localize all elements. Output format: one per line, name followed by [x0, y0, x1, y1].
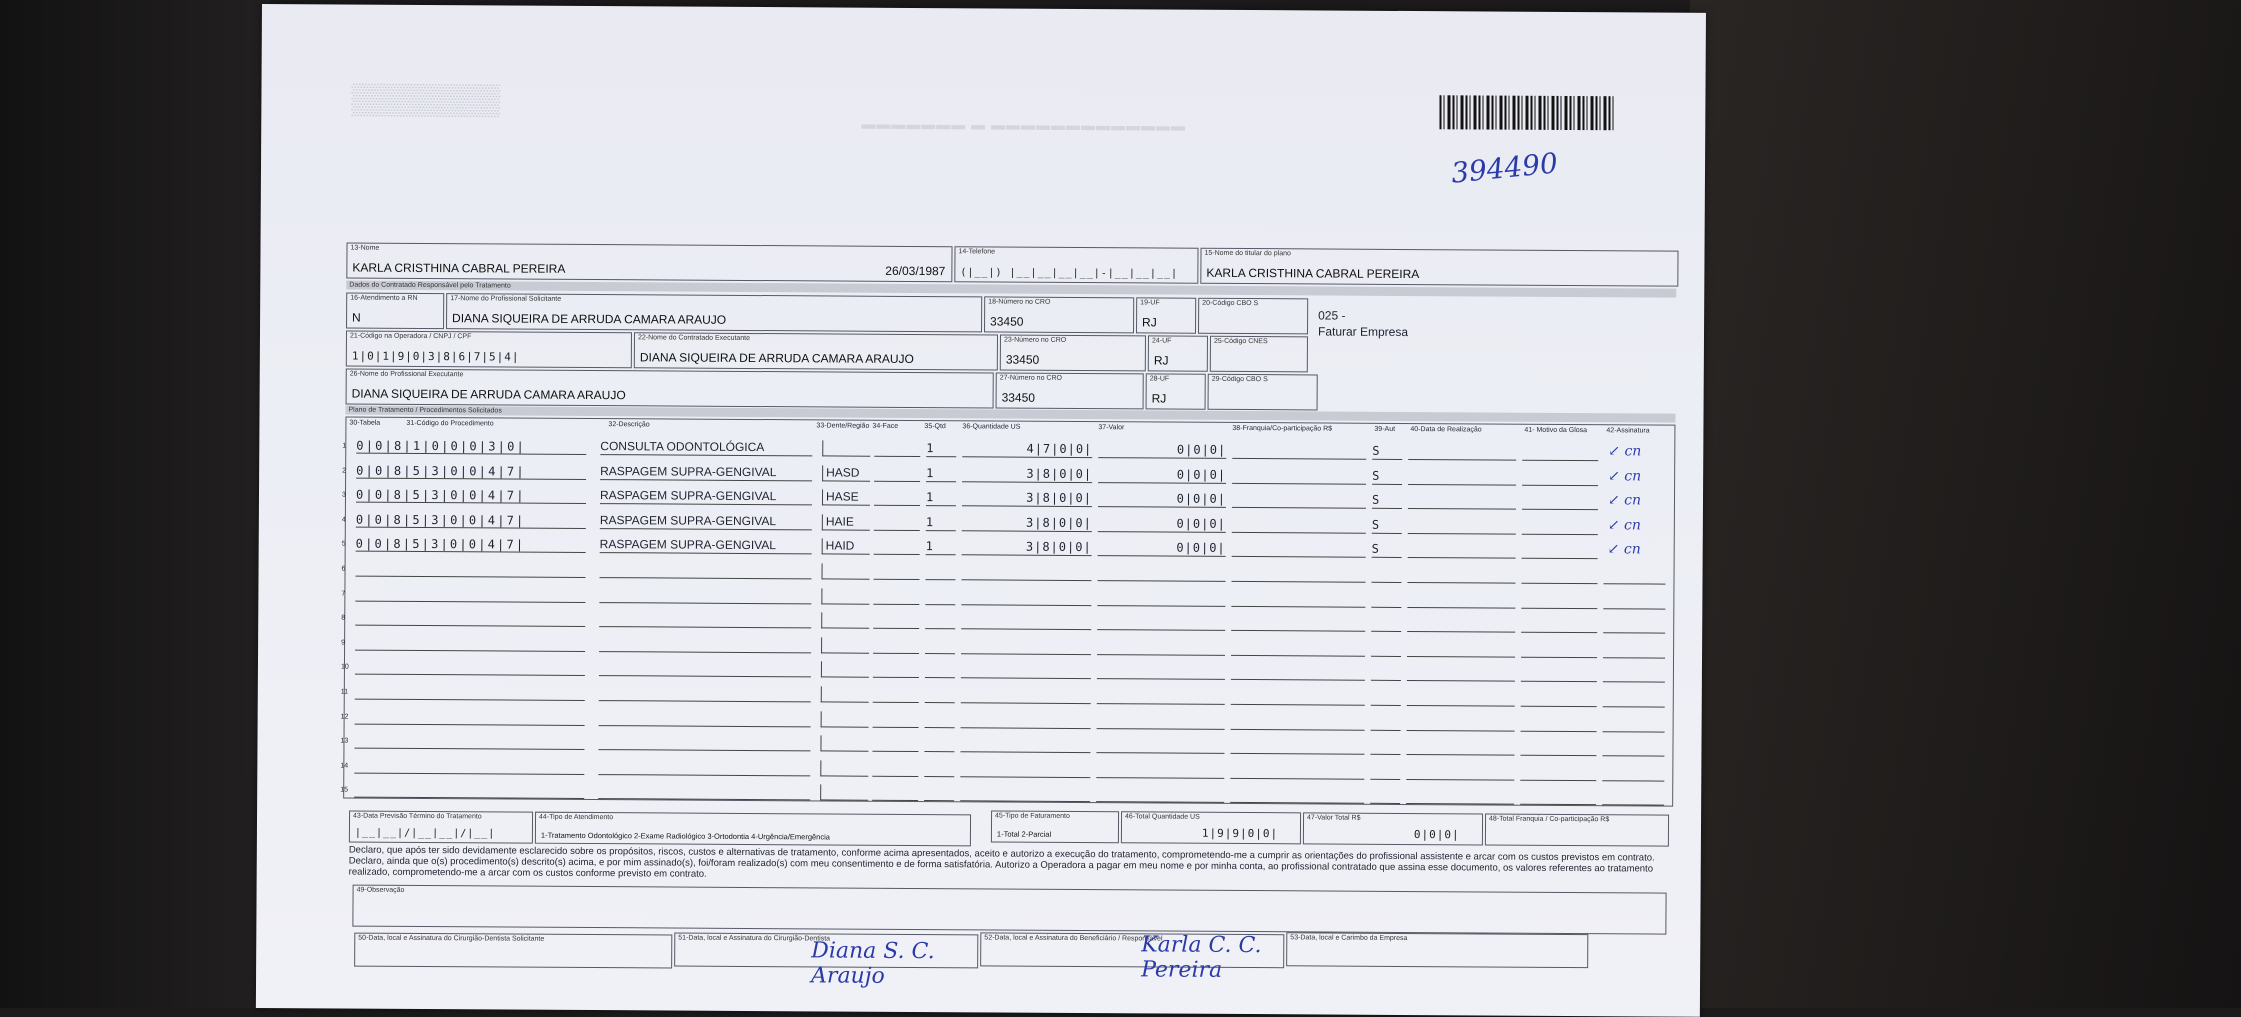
procedure-aut[interactable]: S	[1372, 542, 1402, 558]
procedure-valor[interactable]	[1097, 565, 1225, 582]
uf-executante-label: 28-UF	[1149, 375, 1170, 383]
uf-solicitante-label: 19-UF	[1140, 299, 1160, 307]
procedure-qtd[interactable]	[925, 662, 955, 678]
procedure-assinatura[interactable]	[1602, 765, 1664, 781]
col-assinatura: 42-Assinatura	[1606, 427, 1650, 435]
valor-total-label: 47-Valor Total R$	[1307, 814, 1361, 822]
procedure-face[interactable]	[873, 711, 919, 727]
procedure-data[interactable]	[1406, 764, 1514, 781]
col-glosa: 41- Motivo da Glosa	[1524, 426, 1588, 435]
col-valor: 37-Valor	[1098, 424, 1125, 432]
field-observacao[interactable]	[352, 885, 1666, 935]
procedure-data[interactable]	[1406, 788, 1514, 805]
procedure-data[interactable]	[1407, 641, 1515, 658]
rn-label: 16-Atendimento a RN	[350, 294, 418, 302]
col-descricao: 32-Descrição	[608, 421, 650, 429]
procedure-valor[interactable]	[1097, 639, 1225, 656]
row-number: 14	[340, 762, 349, 770]
col-codigo: 31-Código do Procedimento	[406, 419, 494, 428]
procedure-code[interactable]	[355, 709, 585, 725]
procedure-aut[interactable]	[1370, 764, 1400, 780]
procedure-data[interactable]	[1407, 616, 1515, 633]
row-number: 13	[340, 737, 349, 745]
procedure-qtd[interactable]	[925, 687, 955, 703]
procedure-assinatura[interactable]	[1603, 617, 1665, 633]
procedure-aut[interactable]	[1371, 690, 1401, 706]
procedure-assinatura[interactable]	[1603, 568, 1665, 584]
cro-solicitante-label: 18-Número no CRO	[988, 298, 1051, 306]
procedure-us[interactable]: 4|7|0|0|	[962, 441, 1092, 458]
row-number: 9	[341, 639, 346, 647]
birth-date: 26/03/1987	[885, 263, 946, 279]
procedure-us[interactable]	[960, 736, 1090, 753]
procedure-us[interactable]	[961, 712, 1091, 729]
field-valor-total[interactable]	[1303, 812, 1483, 845]
procedure-qtd[interactable]: 1	[926, 466, 956, 482]
procedure-franquia[interactable]	[1230, 763, 1364, 780]
field-uf-executante[interactable]	[1146, 373, 1206, 409]
procedure-franquia[interactable]	[1232, 492, 1366, 509]
procedure-glosa[interactable]	[1521, 666, 1597, 682]
row-number: 1	[342, 442, 347, 450]
procedure-qtd[interactable]	[924, 736, 954, 752]
procedure-data[interactable]	[1407, 715, 1515, 732]
previsao-label: 43-Data Previsão Término do Tratamento	[353, 812, 482, 821]
procedure-data[interactable]	[1408, 493, 1516, 510]
procedure-glosa[interactable]	[1521, 568, 1597, 584]
procedure-assinatura[interactable]	[1603, 667, 1665, 683]
procedure-assinatura[interactable]	[1602, 740, 1664, 756]
procedure-qtd[interactable]: 1	[926, 539, 956, 555]
procedure-face[interactable]	[873, 687, 919, 703]
row-initials-signature: ↙ cn	[1608, 467, 1642, 485]
cbo-executante-label: 29-Código CBO S	[1211, 375, 1268, 384]
procedure-franquia[interactable]	[1231, 714, 1365, 731]
procedure-dente[interactable]	[820, 760, 868, 776]
procedure-data[interactable]	[1407, 690, 1515, 707]
procedure-aut[interactable]: S	[1372, 444, 1402, 460]
procedure-description[interactable]	[599, 660, 811, 677]
procedure-code[interactable]: 0|0|8|1|0|0|0|3|0|	[356, 439, 586, 455]
procedure-data[interactable]	[1408, 518, 1516, 535]
field-contratado[interactable]	[634, 332, 998, 370]
row-number: 5	[341, 540, 346, 548]
procedure-dente[interactable]	[821, 637, 869, 653]
procedure-dente[interactable]	[821, 711, 869, 727]
procedure-us[interactable]: 3|8|0|0|	[962, 490, 1092, 507]
procedure-valor[interactable]	[1097, 713, 1225, 730]
procedure-franquia[interactable]	[1231, 664, 1365, 681]
procedure-aut[interactable]	[1371, 591, 1401, 607]
procedure-code[interactable]	[354, 734, 584, 750]
procedure-aut[interactable]	[1371, 665, 1401, 681]
procedure-valor[interactable]	[1097, 614, 1225, 631]
col-dente: 33-Dente/Região	[816, 422, 870, 430]
contratado-value: DIANA SIQUEIRA DE ARRUDA CAMARA ARAUJO	[639, 350, 914, 366]
uf-solicitante-value: RJ	[1142, 315, 1157, 330]
procedure-aut[interactable]	[1370, 788, 1400, 804]
field-cbo-executante[interactable]	[1208, 374, 1318, 411]
procedure-glosa[interactable]	[1521, 617, 1597, 633]
procedure-description[interactable]: RASPAGEM SUPRA-GENGIVAL	[600, 537, 812, 554]
row-number: 3	[341, 491, 346, 499]
procedure-code[interactable]: 0|0|8|5|3|0|0|4|7|	[356, 537, 586, 553]
procedure-description[interactable]: RASPAGEM SUPRA-GENGIVAL	[600, 488, 812, 505]
field-cnes[interactable]	[1210, 336, 1308, 373]
procedure-face[interactable]	[872, 736, 918, 752]
procedures-table	[340, 417, 1675, 807]
procedure-glosa[interactable]	[1521, 642, 1597, 658]
procedure-us[interactable]	[960, 786, 1090, 803]
barcode	[1439, 95, 1614, 130]
s53-label: 53-Data, local e Carimbo da Empresa	[1290, 934, 1408, 943]
procedure-dente[interactable]: HAIE	[822, 514, 870, 530]
executante-label: 26-Nome do Profissional Executante	[349, 370, 464, 379]
procedure-qtd[interactable]	[925, 564, 955, 580]
field-nome[interactable]	[346, 243, 952, 283]
row-number: 4	[341, 516, 346, 524]
telefone-label: 14-Telefone	[958, 248, 996, 256]
field-tipo-faturamento[interactable]	[991, 810, 1119, 843]
row-initials-signature: ↙ cn	[1607, 517, 1641, 534]
procedure-aut[interactable]: S	[1372, 518, 1402, 534]
procedure-face[interactable]	[874, 465, 920, 481]
procedure-valor[interactable]: 0|0|0|	[1098, 467, 1226, 484]
procedure-code[interactable]: 0|0|8|5|3|0|0|4|7|	[356, 488, 586, 504]
telefone-ticks: (|__|) |__|__|__|__|-|__|__|__|	[960, 267, 1179, 280]
procedure-qtd[interactable]: 1	[926, 490, 956, 506]
procedure-assinatura[interactable]	[1603, 691, 1665, 707]
procedure-valor[interactable]: 0|0|0|	[1098, 491, 1226, 508]
cpf-value: 1|0|1|9|0|3|8|6|7|5|4|	[351, 349, 520, 364]
procedure-description[interactable]	[599, 587, 811, 604]
procedure-valor[interactable]	[1097, 688, 1225, 705]
faturamento-options: 1-Total 2-Parcial	[996, 829, 1052, 839]
procedure-glosa[interactable]	[1520, 764, 1596, 780]
col-aut: 39-Aut	[1374, 425, 1396, 433]
procedure-dente[interactable]: HASD	[822, 465, 870, 481]
procedure-us[interactable]	[961, 564, 1091, 581]
col-face: 34-Face	[872, 422, 899, 430]
procedure-dente[interactable]: HAID	[822, 539, 870, 555]
procedure-us[interactable]: 3|8|0|0|	[962, 540, 1092, 557]
procedure-us[interactable]	[961, 663, 1091, 680]
procedure-franquia[interactable]	[1230, 787, 1364, 804]
faturar-code: 025 -	[1318, 308, 1346, 323]
observacao-label: 49-Observação	[356, 886, 405, 894]
field-cro-solicitante[interactable]	[984, 296, 1134, 333]
procedure-code[interactable]	[354, 758, 584, 774]
faded-logo: ▒▒▒▒▒▒▒	[351, 82, 501, 117]
procedure-franquia[interactable]	[1231, 615, 1365, 632]
procedure-description[interactable]: RASPAGEM SUPRA-GENGIVAL	[600, 513, 812, 530]
procedure-us[interactable]: 3|8|0|0|	[962, 515, 1092, 532]
row-number: 12	[340, 713, 349, 721]
total-us-value: 1|9|9|0|0|	[1201, 826, 1279, 841]
procedure-data[interactable]	[1407, 567, 1515, 584]
rn-value: N	[352, 310, 361, 325]
procedure-assinatura[interactable]	[1603, 642, 1665, 658]
procedure-glosa[interactable]	[1522, 469, 1598, 485]
procedure-face[interactable]	[873, 588, 919, 604]
procedure-franquia[interactable]	[1231, 591, 1365, 608]
procedure-assinatura[interactable]	[1603, 716, 1665, 732]
procedure-valor[interactable]	[1097, 664, 1225, 681]
procedure-face[interactable]	[872, 785, 918, 801]
procedure-face[interactable]	[874, 490, 920, 506]
procedure-qtd[interactable]	[925, 712, 955, 728]
row-initials-signature: ↙ cn	[1608, 443, 1642, 460]
signature-51[interactable]	[674, 933, 978, 989]
procedure-data[interactable]	[1406, 739, 1514, 756]
procedure-data[interactable]	[1408, 542, 1516, 559]
signature-53[interactable]	[1286, 932, 1588, 968]
field-cro-contratado[interactable]	[1000, 335, 1146, 372]
procedure-description[interactable]	[599, 562, 811, 579]
procedure-glosa[interactable]	[1521, 592, 1597, 608]
s52-label: 52-Data, local e Assinatura do Beneficiário / Responsável	[984, 934, 1163, 943]
procedure-franquia[interactable]	[1232, 443, 1366, 460]
procedure-data[interactable]	[1408, 469, 1516, 486]
procedure-dente[interactable]	[821, 662, 869, 678]
procedure-aut[interactable]: S	[1372, 493, 1402, 509]
procedure-valor[interactable]: 0|0|0|	[1098, 516, 1226, 533]
row-number: 2	[342, 467, 347, 475]
procedure-face[interactable]	[872, 761, 918, 777]
uf-contratado-value: RJ	[1153, 353, 1169, 368]
procedure-description[interactable]: RASPAGEM SUPRA-GENGIVAL	[600, 464, 812, 481]
cro-contratado-label: 23-Número no CRO	[1003, 336, 1067, 344]
field-executante[interactable]	[346, 369, 994, 409]
row-number: 15	[340, 786, 349, 794]
procedure-dente[interactable]	[820, 785, 868, 801]
procedure-valor[interactable]	[1096, 787, 1224, 804]
nome-label: 13-Nome	[350, 244, 380, 252]
procedure-us[interactable]	[961, 589, 1091, 606]
procedure-glosa[interactable]	[1521, 715, 1597, 731]
faded-form-title: ▬▬▬▬▬▬▬ ▬ ▬▬▬▬▬▬▬▬▬▬▬▬▬	[861, 115, 1187, 134]
procedure-code[interactable]: 0|0|8|5|3|0|0|4|7|	[356, 512, 586, 528]
field-tipo-atendimento[interactable]	[535, 812, 971, 847]
contratado-section: Dados do Contratado Responsável pelo Tratamento	[346, 281, 1676, 298]
atendimento-options: 1-Tratamento Odontológico 2-Exame Radiológico 3-Ortodontia 4-Urgência/Emergência	[540, 830, 830, 842]
row-number: 8	[341, 614, 346, 622]
field-previsao[interactable]	[349, 811, 533, 844]
procedure-aut[interactable]	[1371, 714, 1401, 730]
titular-label: 15-Nome do titular do plano	[1204, 249, 1291, 258]
s51-label: 51-Data, local e Assinatura do Cirurgião-Dentista	[678, 934, 831, 943]
handwritten-number: 394490	[1449, 146, 1560, 190]
procedure-glosa[interactable]	[1521, 691, 1597, 707]
procedure-face[interactable]	[873, 662, 919, 678]
procedure-qtd[interactable]: 1	[926, 441, 956, 457]
col-qtd-us: 36-Quantidade US	[962, 423, 1021, 431]
contratado-label: 22-Nome do Contratado Executante	[637, 334, 751, 342]
gto-form-sheet	[256, 4, 1706, 1017]
valor-total-value: 0|0|0|	[1413, 828, 1460, 842]
procedure-code[interactable]	[355, 586, 585, 602]
procedure-code[interactable]: 0|0|8|5|3|0|0|4|7|	[356, 463, 586, 479]
field-cbo-solicitante[interactable]	[1198, 298, 1308, 335]
procedure-face[interactable]	[873, 564, 919, 580]
procedure-description[interactable]	[599, 636, 811, 653]
procedure-glosa[interactable]	[1522, 494, 1598, 510]
procedure-aut[interactable]	[1371, 567, 1401, 583]
s50-label: 50-Data, local e Assinatura do Cirurgião-Dentista Solicitante	[358, 934, 545, 943]
prof-solicitante-label: 17-Nome do Profissional Solicitante	[450, 295, 562, 303]
procedure-description[interactable]: CONSULTA ODONTOLÓGICA	[600, 439, 812, 456]
col-qtd: 35-Qtd	[924, 423, 946, 431]
previsao-ticks: |__|__|/|__|__|/|__|	[354, 827, 496, 840]
procedure-qtd[interactable]	[925, 613, 955, 629]
procedure-franquia[interactable]	[1231, 566, 1365, 583]
faturamento-label: 45-Tipo de Faturamento	[995, 812, 1070, 820]
field-uf-contratado[interactable]	[1148, 335, 1208, 371]
cro-contratado-value: 33450	[1005, 352, 1040, 367]
field-cro-executante[interactable]	[996, 372, 1144, 409]
procedure-face[interactable]	[874, 515, 920, 531]
procedure-franquia[interactable]	[1230, 738, 1364, 755]
cro-solicitante-value: 33450	[990, 314, 1024, 329]
procedure-valor[interactable]	[1097, 590, 1225, 607]
cbo-solicitante-label: 20-Código CBO S	[1202, 299, 1259, 308]
procedure-glosa[interactable]	[1522, 543, 1598, 559]
procedure-code[interactable]	[355, 660, 585, 676]
declaration-text: Declaro, que após ter sido devidamente esclarecido sobre os propósitos, riscos, custos e alternativas de tratamento, conforme acima apresentados, aceito e autorizo a execução do tratamento, comprometendo-me a cumprir as orientações do profissional assistente e arcar com os custos previstos em contrato. Declaro, ainda que o(s) procedimento(s) descrito(s) acima, e por mim assinado(s), foi/foram realizado(s) com meu consentimento e de forma satisfatória. Autorizo a Operadora a pagar em meu nome e por minha conta, ao profissional contratado que assina esse documento, os valores referentes ao tratamento realizado, comprometendo-me a arcar com os custos conforme previsto em contrato.	[348, 844, 1655, 880]
executante-value: DIANA SIQUEIRA DE ARRUDA CAMARA ARAUJO	[351, 386, 626, 403]
procedure-franquia[interactable]	[1232, 517, 1366, 534]
procedure-us[interactable]	[961, 687, 1091, 704]
field-cpf-operadora[interactable]	[346, 331, 632, 369]
procedure-glosa[interactable]	[1522, 445, 1598, 461]
background-right	[1690, 0, 2241, 1008]
procedure-description[interactable]	[599, 685, 811, 702]
field-franquia-total[interactable]	[1485, 813, 1669, 846]
cpf-label: 21-Código na Operadora / CNPJ / CPF	[349, 332, 472, 341]
procedure-glosa[interactable]	[1520, 740, 1596, 756]
procedure-qtd[interactable]	[925, 589, 955, 605]
procedure-valor[interactable]	[1096, 762, 1224, 779]
procedure-qtd[interactable]	[924, 761, 954, 777]
procedure-description[interactable]	[599, 611, 811, 628]
procedure-qtd[interactable]	[924, 785, 954, 801]
procedure-description[interactable]	[599, 710, 811, 727]
procedure-aut[interactable]	[1371, 616, 1401, 632]
row-number: 7	[341, 590, 346, 598]
procedure-qtd[interactable]	[925, 638, 955, 654]
procedure-code[interactable]	[354, 783, 584, 799]
procedure-valor[interactable]	[1096, 737, 1224, 754]
plano-section: Plano de Tratamento / Procedimentos Solicitados	[345, 406, 1675, 423]
procedure-aut[interactable]	[1370, 739, 1400, 755]
row-initials-signature: ↙ cn	[1607, 541, 1641, 558]
procedure-face[interactable]	[874, 539, 920, 555]
field-rn[interactable]	[346, 293, 444, 330]
faturar-text: Faturar Empresa	[1317, 324, 1409, 340]
procedure-us[interactable]: 3|8|0|0|	[962, 466, 1092, 483]
procedure-assinatura[interactable]	[1603, 593, 1665, 609]
procedure-face[interactable]	[873, 638, 919, 654]
procedure-description[interactable]	[598, 759, 810, 776]
procedure-dente[interactable]: HASE	[822, 490, 870, 506]
procedure-face[interactable]	[873, 613, 919, 629]
cnes-label: 25-Código CNES	[1213, 337, 1268, 346]
procedure-valor[interactable]: 0|0|0|	[1098, 442, 1226, 459]
field-prof-solicitante[interactable]	[446, 293, 982, 332]
procedure-dente[interactable]	[821, 588, 869, 604]
procedure-data[interactable]	[1407, 592, 1515, 609]
col-tabela: 30-Tabela	[349, 419, 381, 427]
procedure-dente[interactable]	[821, 563, 869, 579]
signature-50[interactable]	[354, 933, 672, 969]
procedure-code[interactable]	[355, 635, 585, 651]
field-total-us[interactable]	[1121, 811, 1301, 844]
cro-executante-label: 27-Número no CRO	[999, 374, 1062, 382]
procedure-franquia[interactable]	[1232, 468, 1366, 485]
procedure-dente[interactable]	[821, 686, 869, 702]
procedure-data[interactable]	[1408, 444, 1516, 461]
total-us-label: 46-Total Quantidade US	[1125, 813, 1200, 821]
procedure-franquia[interactable]	[1231, 640, 1365, 657]
field-uf-solicitante[interactable]	[1136, 297, 1196, 333]
cro-executante-value: 33450	[1001, 390, 1036, 405]
procedure-aut[interactable]	[1371, 641, 1401, 657]
atendimento-label: 44-Tipo de Atendimento	[539, 813, 614, 822]
procedure-data[interactable]	[1407, 665, 1515, 682]
field-telefone[interactable]	[954, 246, 1198, 283]
nome-value: KARLA CRISTHINA CABRAL PEREIRA	[352, 260, 566, 276]
procedure-code[interactable]	[356, 562, 586, 578]
procedure-code[interactable]	[355, 611, 585, 627]
prof-solicitante-value: DIANA SIQUEIRA DE ARRUDA CAMARA ARAUJO	[452, 311, 727, 327]
background-left	[0, 0, 270, 1008]
procedure-franquia[interactable]	[1231, 689, 1365, 706]
row-number: 10	[340, 663, 349, 671]
procedure-aut[interactable]: S	[1372, 468, 1402, 484]
col-data: 40-Data de Realização	[1410, 426, 1482, 434]
uf-executante-value: RJ	[1151, 391, 1167, 406]
procedure-us[interactable]	[961, 638, 1091, 655]
field-titular[interactable]	[1200, 248, 1678, 287]
procedure-glosa[interactable]	[1520, 789, 1596, 805]
procedure-code[interactable]	[355, 685, 585, 701]
procedure-dente[interactable]	[822, 440, 870, 456]
procedure-valor[interactable]: 0|0|0|	[1098, 541, 1226, 558]
procedure-description[interactable]	[598, 783, 810, 800]
procedure-dente[interactable]	[820, 736, 868, 752]
row-initials-signature: ↙ cn	[1607, 492, 1642, 509]
procedure-face[interactable]	[874, 441, 920, 457]
titular-value: KARLA CRISTHINA CABRAL PEREIRA	[1206, 265, 1420, 282]
uf-contratado-label: 24-UF	[1151, 337, 1172, 345]
signature-52[interactable]	[980, 932, 1284, 983]
procedure-glosa[interactable]	[1522, 519, 1598, 535]
procedure-us[interactable]	[961, 613, 1091, 630]
dentist-signature: Diana S. C. Araujo	[810, 938, 935, 989]
procedure-franquia[interactable]	[1232, 541, 1366, 558]
franquia-total-label: 48-Total Franquia / Co-participação R$	[1489, 815, 1610, 824]
procedure-assinatura[interactable]	[1602, 790, 1664, 806]
row-number: 6	[341, 565, 346, 573]
beneficiary-signature: Karla C. C. Pereira	[1141, 932, 1262, 983]
procedure-dente[interactable]	[821, 613, 869, 629]
procedure-qtd[interactable]: 1	[926, 515, 956, 531]
procedure-us[interactable]	[960, 761, 1090, 778]
procedure-description[interactable]	[598, 734, 810, 751]
row-number: 11	[340, 688, 349, 696]
col-franquia: 38-Franquia/Co-participação R$	[1232, 424, 1333, 433]
